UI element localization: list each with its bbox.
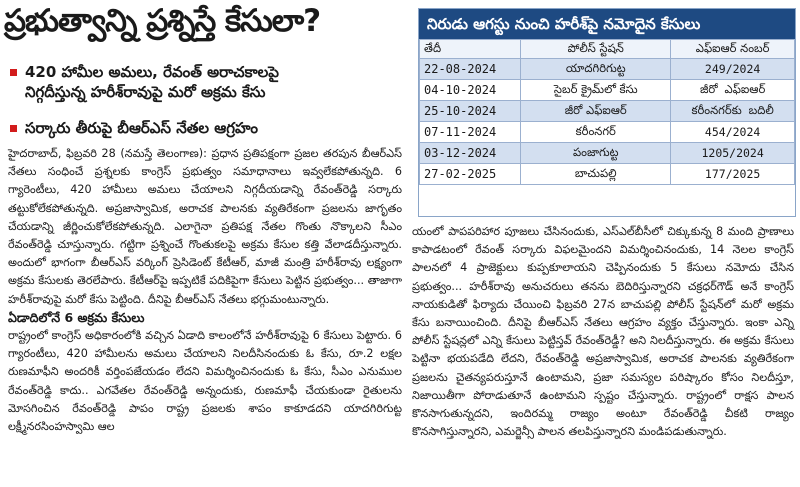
cell-station: కరీంనగర్ bbox=[521, 122, 671, 143]
table-row bbox=[420, 122, 795, 143]
table-row bbox=[420, 80, 795, 101]
cell-fir: 454/2024 bbox=[671, 122, 795, 143]
cell-date: 03-12-2024 bbox=[420, 143, 521, 164]
red-square-bullet-icon bbox=[10, 69, 17, 76]
cell-station: జీరో ఎఫ్ఐఆర్ bbox=[521, 101, 671, 122]
cases-table bbox=[419, 39, 795, 185]
cell-date: 22-08-2024 bbox=[420, 59, 521, 80]
left-article-para-2: రాష్ట్రంలో కాంగ్రెస్ అధికారంలోకి వచ్చిన ఏడాది కాలంలోనే హరీశ్‌రావుపై 6 కేసులు పెట్టారు. 6 గ్యారంటీలు, 420 హామీలను అమలు చేయాలని నిలదీసినందుకు ఓ కేసు, రూ.2 లక్షల రుణమాఫీని అందరికీ వర్తింపజేయడం లేదని విమర్శించినందుకు ఓ కేసు, సీఎం ఎనుముల రేవంత్‌రెడ్డి కాదు.. ఎగవేతల రేవంత్‌రెడ్డి అన్నందుకు, రుణమాఫీ చేయకుండా రైతులను మోసగించిన రేవంత్‌రెడ్డి పాపం రాష్ట్ర ప్రజలకు శాపం కాకూడదని యాదగిరిగుట్ట లక్ష్మీనరసింహస్వామి ఆల bbox=[8, 329, 402, 434]
cell-fir: కరీంనగర్‌కు బదిలీ bbox=[671, 101, 795, 122]
cell-station: బాచుపల్లి bbox=[521, 164, 671, 185]
header-police-station: పోలీస్ స్టేషన్ bbox=[521, 40, 671, 59]
cell-date: 04-10-2024 bbox=[420, 80, 521, 101]
cell-station: పంజాగుట్ట bbox=[521, 143, 671, 164]
cases-table-box bbox=[418, 8, 796, 217]
table-row bbox=[420, 59, 795, 80]
header-date: తేదీ bbox=[420, 40, 521, 59]
cell-date: 07-11-2024 bbox=[420, 122, 521, 143]
bullet-point-2 bbox=[10, 118, 402, 138]
table-row bbox=[420, 143, 795, 164]
left-article-column bbox=[8, 145, 402, 436]
table-header-row bbox=[420, 40, 795, 59]
cell-fir: 1205/2024 bbox=[671, 143, 795, 164]
header-fir-number: ఎఫ్ఐఆర్ నంబర్ bbox=[671, 40, 795, 59]
section-subhead: ఏడాదిలోనే 6 అక్రమ కేసులు bbox=[8, 309, 145, 325]
bullet-1-line-2: నిగ్గదీస్తున్న హరీశ్‌రావుపై మరో అక్రమ కేసు bbox=[25, 83, 266, 101]
cell-station: యాదగిరిగుట్ట bbox=[521, 59, 671, 80]
red-square-bullet-icon bbox=[10, 125, 17, 132]
cell-station: సైబర్ క్రైమ్‌లో కేసు bbox=[521, 80, 671, 101]
table-row bbox=[420, 164, 795, 185]
right-article-column bbox=[412, 223, 794, 441]
cases-table-title: నిరుడు ఆగస్టు నుంచి హరీశ్‌పై నమోదైన కేసులు bbox=[419, 9, 795, 39]
table-row bbox=[420, 101, 795, 122]
cell-date: 25-10-2024 bbox=[420, 101, 521, 122]
cell-fir: జీరో ఎఫ్ఐఆర్ bbox=[671, 80, 795, 101]
headline: ప్రభుత్వాన్ని ప్రశ్నిస్తే కేసులా? bbox=[4, 3, 321, 39]
cell-fir: 249/2024 bbox=[671, 59, 795, 80]
cell-date: 27-02-2025 bbox=[420, 164, 521, 185]
bullet-2-line-1: సర్కారు తీరుపై బీఆర్ఎస్ నేతల ఆగ్రహం bbox=[25, 119, 258, 137]
bullet-1-line-1: 420 హామీల అమలు, రేవంత్ అరాచకాలపై bbox=[25, 63, 279, 81]
cell-fir: 177/2025 bbox=[671, 164, 795, 185]
left-article-para-1: హైదరాబాద్, ఫిబ్రవరి 28 (నమస్తే తెలంగాణ): ప్రధాన ప్రతిపక్షంగా ప్రజల తరపున బీఆర్ఎస్ నేతలు సంధించే ప్రశ్నలకు కాంగ్రెస్ ప్రభుత్వం సమాధానాలు ఇవ్వలేకపోతున్నది. 6 గ్యారెంటీలు, 420 హామీలు అమలు చేయాలని నిగ్గదీయడాన్ని రేవంత్‌రెడ్డి సర్కారు తట్టుకోలేకపోతున్నది. అప్రజాస్వామిక, అరాచక పాలనకు వ్యతిరేకంగా ప్రజలను జాగృతం చేయడాన్ని జీర్ణించుకోలేకపోతున్నది. ఎలాగైనా ప్రతిపక్ష నేతల గొంతు నొక్కాలని సీఎం రేవంత్‌రెడ్డి చూస్తున్నారు. గట్టిగా ప్రశ్నించే గొంతుకలపై అక్రమ కేసుల కత్తి వేలాడదీస్తున్నారు. అందులో భాగంగా బీఆర్ఎస్ వర్కింగ్ ప్రెసిడెంట్ కేటీఆర్, మాజీ మంత్రి హరీశ్‌రావు లక్ష్యంగా అక్రమ కేసులకు తెరలేపారు. కేటీఆర్‌పై ఇప్పటికే పదికిపైగా కేసులు పెట్టిన ప్రభుత్వం... తాజాగా హరీశ్‌రావుపై మరో కేసు పెట్టింది. దీనిపై బీఆర్ఎస్ నేతలు భగ్గుమంటున్నారు. bbox=[8, 147, 402, 306]
right-article-text: యంలో పాపపరిహార పూజలు చేసినందుకు, ఎస్ఎల్‌బీసీలో చిక్కుకున్న 8 మంది ప్రాణాలు కాపాడటంలో రేవంత్ సర్కారు విఫలమైందని విమర్శించినందుకు, 14 నెలల కాంగ్రెస్ పాలనలో 4 ప్రాజెక్టులు కుప్పకూలాయని చెప్పినందుకు 5 కేసులు నమోదు చేసిన ప్రభుత్వం... హరీశ్‌రావు అనుచరులు తనను బెదిరిస్తున్నారని చక్రధర్‌గౌడ్ అనే కాంగ్రెస్ నాయకుడితో ఫిర్యాదు చేయించి ఫిబ్రవరి 27న బాచుపల్లి పోలీస్ స్టేషన్‌లో మరో అక్రమ కేసు బనాయించింది. దీనిపై బీఆర్ఎస్ నేతలు ఆగ్రహం వ్యక్తం చేస్తున్నారు. ఇంకా ఎన్ని పోలీస్ స్టేషన్లలో ఎన్ని కేసులు పెట్టిస్తవ్ రేవంత్‌రెడ్డీ? అని నిలదీస్తున్నారు. ఈ అక్రమ కేసులు పెట్టినా భయపడేది లేదని, రేవంత్‌రెడ్డి అప్రజాస్వామిక, అరాచక పాలనకు వ్యతిరేకంగా ప్రజలను చైతన్యపరుస్తూనే ఉంటామని, ప్రజా సమస్యల పరిష్కారం కోసం నిలదీస్తూ, నిజాయితీగా పోరాడుతూనే ఉంటామని స్పష్టం చేస్తున్నారు. రాష్ట్రంలో రాక్షస పాలన కొనసాగుతున్నదని, ఇందిరమ్మ రాజ్యం అంటూ రేవంత్‌రెడ్డి చీకటి రాజ్యం కొనసాగిస్తున్నారని, ఎమర్జెన్సీ పాలన తలపిస్తున్నారని మండిపడుతున్నారు. bbox=[412, 225, 794, 439]
bullet-point-1 bbox=[10, 62, 402, 102]
